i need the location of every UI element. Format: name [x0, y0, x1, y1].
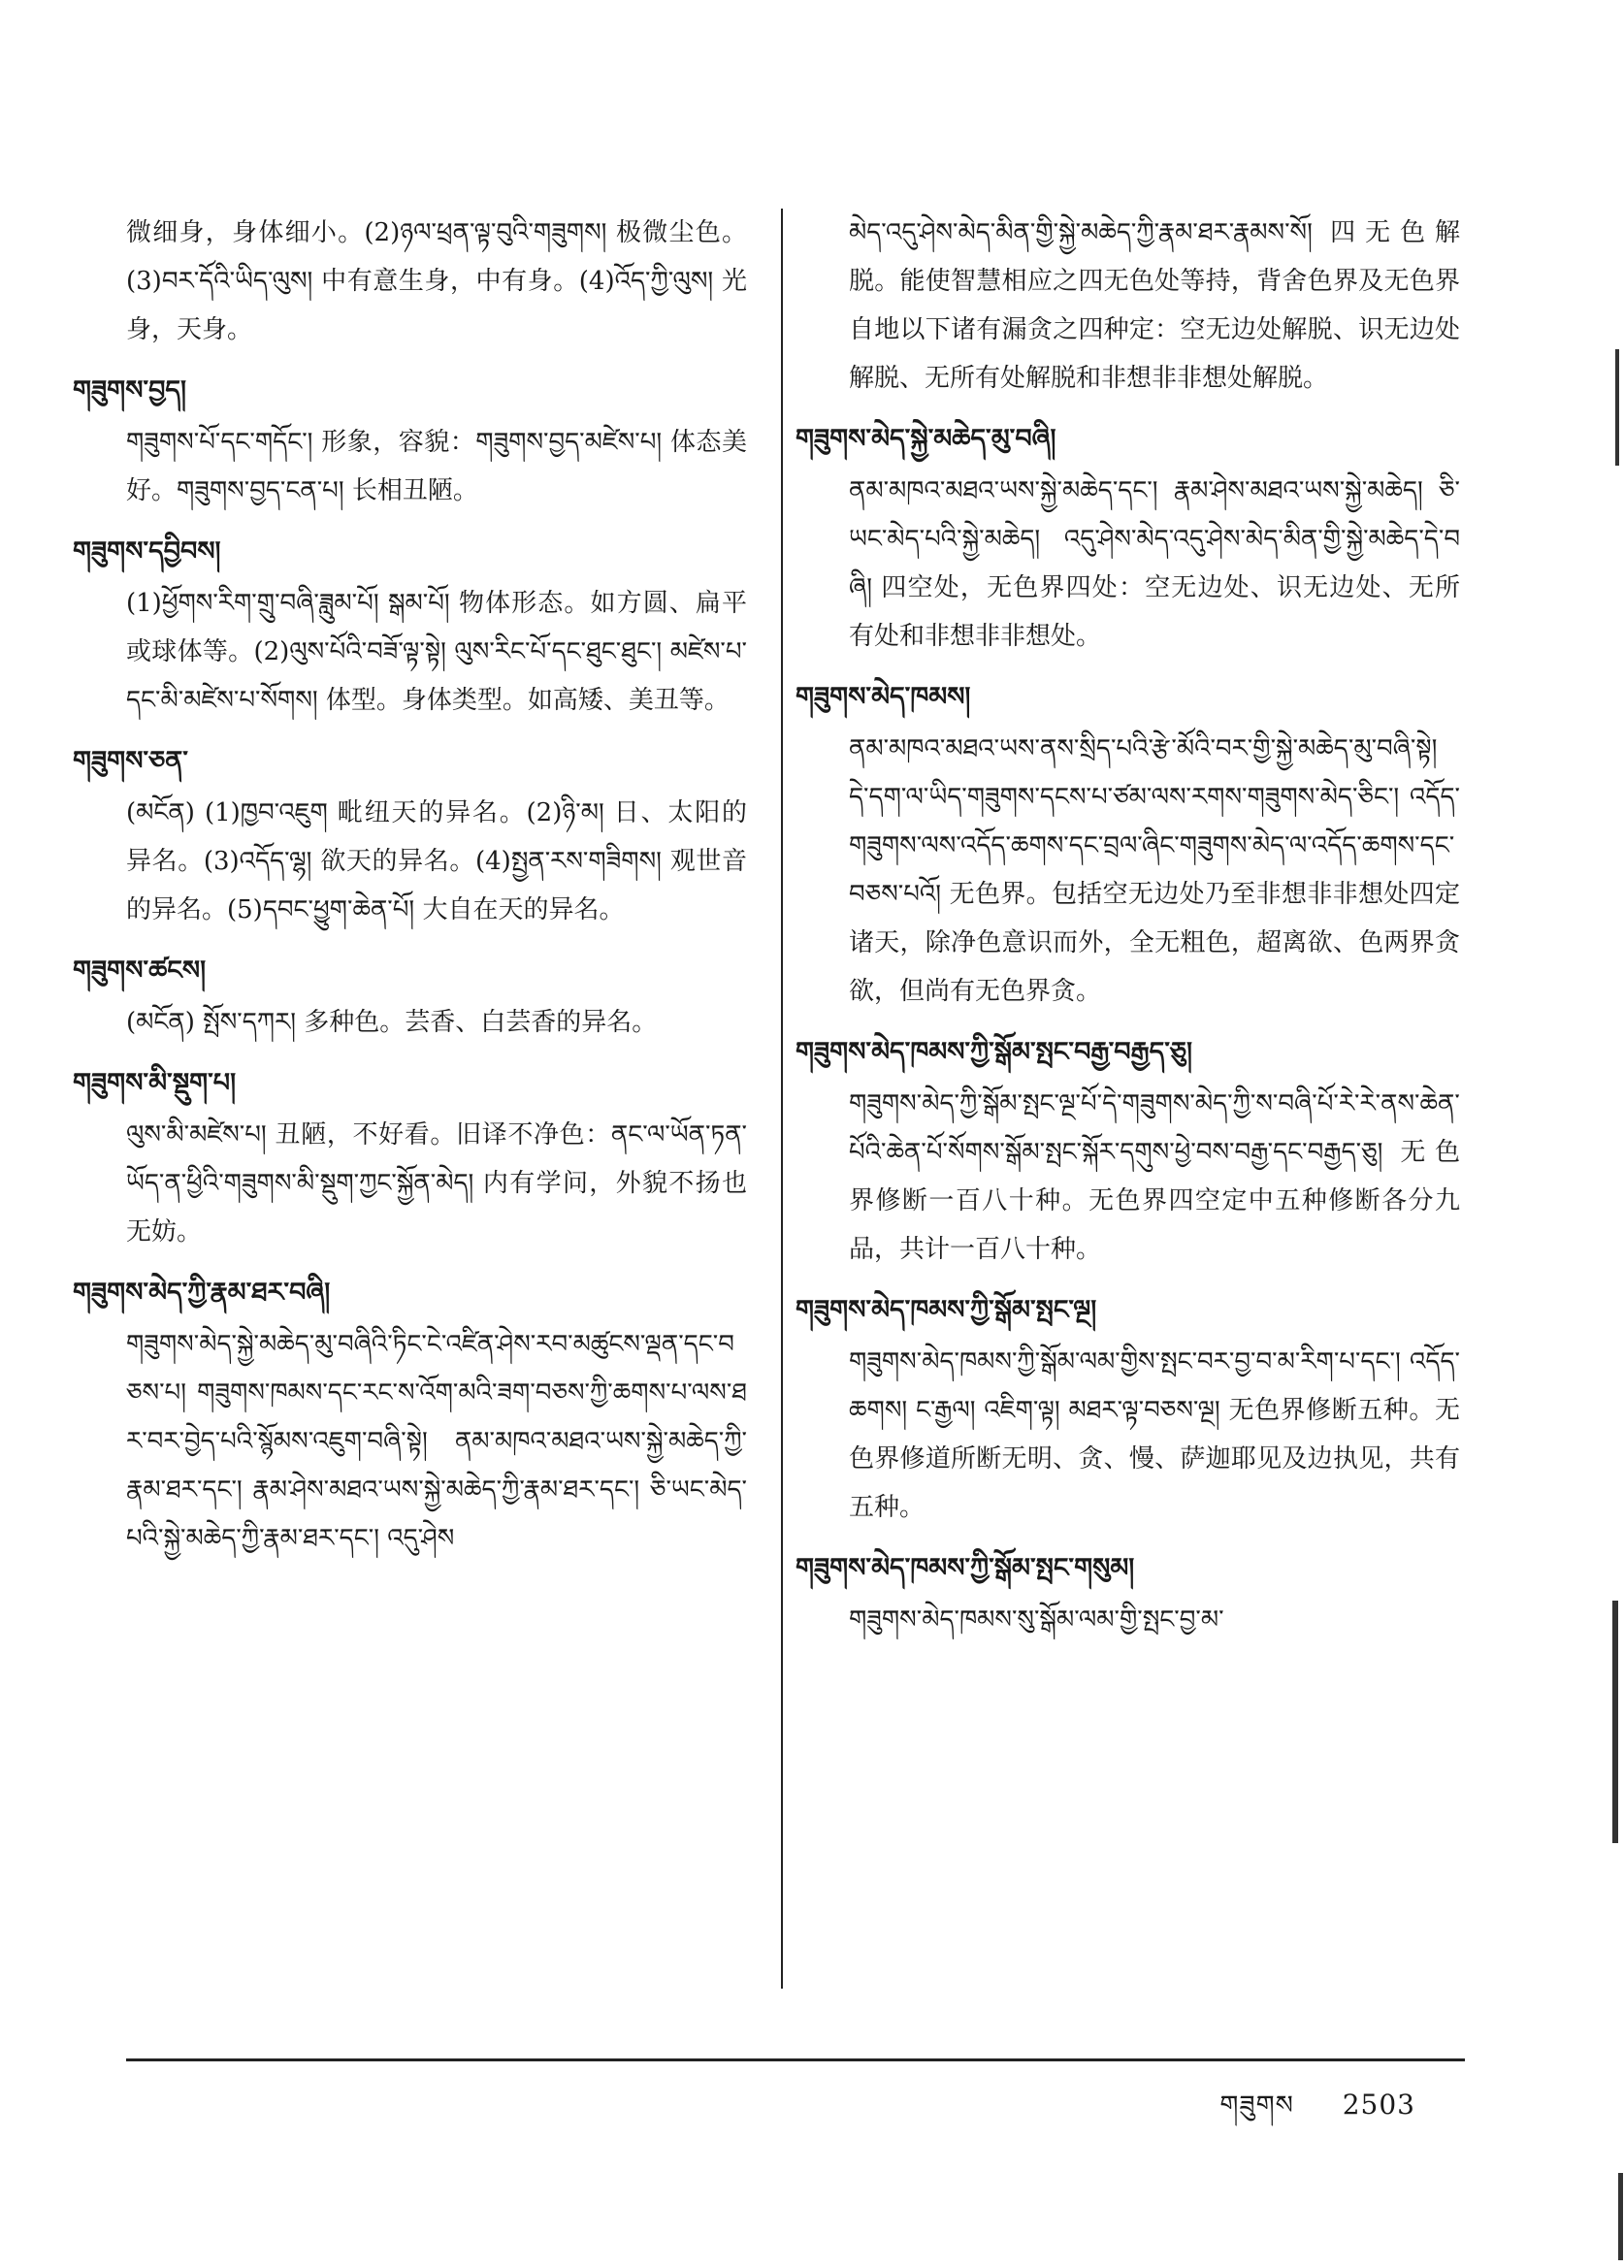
entry-headword: གཟུགས་མེད་ཁམས་ཀྱི་སྒོམ་སྤང་ལྔ། [796, 1295, 1097, 1325]
entry-definition: གཟུགས་མེད་ཀྱི་སྒོམ་སྤང་ལྔ་པོ་དེ་གཟུགས་མེད་ཀྱི་ས་བཞི་པོ་རེ་རེ་ནས་ཆེན་པོའི་ཆེན་པོ་སོགས་སྒོམ་སྤང་སྐོར་དགུས་ཕྱེ་བས་བརྒྱ་དང་བརྒྱད་ཅུ། 无色界修断一百八十种。无色界四空定中五种修断各分九品，共计一百八十种。 [849, 1089, 1460, 1264]
dictionary-entry [796, 1283, 1460, 1532]
entry-headword: གཟུགས་མེད་སྐྱེ་མཆེད་མུ་བཞི། [796, 424, 1056, 454]
entry-definition: 微细身，身体细小。(2)ཉལ་ཕྲན་ལྟ་བུའི་གཟུགས། 极微尘色。(3)བར་དོའི་ཡིད་ལུས། 中有意生身，中有身。(4)འོད་ཀྱི་ལུས། 光身，天身。 [126, 218, 747, 344]
dictionary-entry [849, 209, 1460, 403]
dictionary-entry [73, 1056, 747, 1256]
running-headword: གཟུགས [1219, 2090, 1294, 2121]
entry-definition: གཟུགས་མེད་སྐྱེ་མཆེད་མུ་བཞིའི་ཏིང་ངེ་འཛིན་ཤེས་རབ་མཚུངས་ལྡན་དང་བཅས་པ། གཟུགས་ཁམས་དང་རང་ས་འོག་མའི་ཟག་བཅས་ཀྱི་ཆགས་པ་ལས་ཐར་བར་བྱེད་པའི་སྙོམས་འཇུག་བཞི་སྟེ། ནམ་མཁའ་མཐའ་ཡས་སྐྱེ་མཆེད་ཀྱི་རྣམ་ཐར་དང་། རྣམ་ཤེས་མཐའ་ཡས་སྐྱེ་མཆེད་ཀྱི་རྣམ་ཐར་དང་། ཅི་ཡང་མེད་པའི་སྐྱེ་མཆེད་ཀྱི་རྣམ་ཐར་དང་། འདུ་ཤེས [126, 1330, 747, 1553]
dictionary-entry [796, 1541, 1460, 1644]
entry-definition: གཟུགས་མེད་ཁམས་སུ་སྒོམ་ལམ་གྱི་སྤང་བྱ་མ་ [849, 1605, 1224, 1635]
page-number: 2503 [1342, 2089, 1415, 2121]
entry-definition: (མངོན) སྤོས་དཀར། 多种色。芸香、白芸香的异名。 [126, 1008, 658, 1037]
scan-edge-mark [1612, 1601, 1618, 1843]
entry-headword: གཟུགས་དབྱིབས། [73, 536, 221, 567]
dictionary-entry [73, 734, 747, 934]
entry-definition: ནམ་མཁའ་མཐའ་ཡས་ནས་སྲིད་པའི་རྩེ་མོའི་བར་གྱི་སྐྱེ་མཆེད་མུ་བཞི་སྟེ། དེ་དག་ལ་ཡིད་གཟུགས་དངས་པ་ཙམ་ལས་རགས་གཟུགས་མེད་ཅིང་། འདོད་གཟུགས་ལས་འདོད་ཆགས་དང་བྲལ་ཞིང་གཟུགས་མེད་ལ་འདོད་ཆགས་དང་བཅས་པའོ། 无色界。包括空无边处乃至非想非非想处四定诸天，除净色意识而外，全无粗色，超离欲、色两界贪欲，但尚有无色界贪。 [849, 734, 1460, 1006]
dictionary-entry [796, 1025, 1460, 1274]
scan-edge-mark [1615, 349, 1619, 466]
entry-definition: (མངོན) (1)ཁྱབ་འཇུག 毗纽天的异名。(2)ཉི་མ། 日、太阳的异名。(3)འདོད་ལྷ། 欲天的异名。(4)སྤྱན་རས་གཟིགས། 观世音的异名。(5)དབང་ཕྱུག་ཆེན་པོ། 大自在天的异名。 [126, 798, 747, 924]
entry-headword: གཟུགས་མེད་ཁམས་ཀྱི་སྒོམ་སྤང་བརྒྱ་བརྒྱད་ཅུ། [796, 1037, 1193, 1067]
entry-definition: གཟུགས་པོ་དང་གདོང་། 形象，容貌：གཟུགས་བྱད་མཛེས་པ། 体态美好。གཟུགས་བྱད་ངན་པ། 长相丑陋。 [126, 428, 747, 505]
scan-edge-mark [1618, 2173, 1623, 2260]
entry-headword: གཟུགས་མེད་ཀྱི་རྣམ་ཐར་བཞི། [73, 1278, 331, 1308]
dictionary-entry [73, 364, 747, 515]
entry-headword: གཟུགས་མི་སྡུག་པ། [73, 1068, 237, 1098]
page-footer [1181, 2076, 1415, 2150]
dictionary-entry [73, 944, 747, 1047]
dictionary-entry [796, 412, 1460, 661]
entry-headword: གཟུགས་ཚངས། [73, 956, 207, 986]
entry-definition: ལུས་མི་མཛེས་པ། 丑陋，不好看。旧译不净色：ནང་ལ་ཡོན་ཏན་ཡོད་ན་ཕྱིའི་གཟུགས་མི་སྡུག་ཀྱང་སྐྱོན་མེད། 内有学问，外貌不扬也无妨。 [126, 1120, 747, 1247]
entry-headword: གཟུགས་མེད་ཁམས། [796, 682, 971, 712]
entry-definition: གཟུགས་མེད་ཁམས་ཀྱི་སྒོམ་ལམ་གྱིས་སྤང་བར་བྱ་བ་མ་རིག་པ་དང་། འདོད་ཆགས། ང་རྒྱལ། འཇིག་ལྟ། མཐར་ལྟ་བཅས་ལྔ། 无色界修断五种。无色界修道所断无明、贪、慢、萨迦耶见及边执见，共有五种。 [849, 1347, 1460, 1522]
entry-definition: (1)ཕྱོགས་རིག་གྲུ་བཞི་ཟླུམ་པོ། སྒམ་པོ། 物体形态。如方圆、扁平或球体等。(2)ལུས་པོའི་བཟོ་ལྟ་སྟེ། ལུས་རིང་པོ་དང་ཐུང་ཐུང་། མཛེས་པ་དང་མི་མཛེས་པ་སོགས། 体型。身体类型。如高矮、美丑等。 [126, 589, 747, 715]
entry-definition: མེད་འདུ་ཤེས་མེད་མིན་གྱི་སྐྱེ་མཆེད་ཀྱི་རྣམ་ཐར་རྣམས་སོ། 四无色解脱。能使智慧相应之四无色处等持，背舍色界及无色界自地以下诸有漏贪之四种定：空无边处解脱、识无边处解脱、无所有处解脱和非想非非想处解脱。 [849, 218, 1460, 393]
entry-headword: གཟུགས་མེད་ཁམས་ཀྱི་སྒོམ་སྤང་གསུམ། [796, 1553, 1135, 1583]
column-divider [781, 209, 783, 1989]
footer-rule [126, 2058, 1465, 2061]
dictionary-entry [73, 1266, 747, 1563]
right-column [796, 209, 1460, 1654]
dictionary-entry [126, 209, 747, 354]
dictionary-entry [796, 670, 1460, 1016]
dictionary-entry [73, 525, 747, 725]
entry-headword: གཟུགས་བྱད། [73, 375, 187, 405]
entry-headword: གཟུགས་ཅན་ [73, 746, 188, 776]
left-column [73, 209, 747, 1572]
entry-definition: ནམ་མཁའ་མཐའ་ཡས་སྐྱེ་མཆེད་དང་། རྣམ་ཤེས་མཐའ་ཡས་སྐྱེ་མཆེད། ཅི་ཡང་མེད་པའི་སྐྱེ་མཆེད། འདུ་ཤེས་མེད་འདུ་ཤེས་མེད་མིན་གྱི་སྐྱེ་མཆེད་དེ་བཞི། 四空处，无色界四处：空无边处、识无边处、无所有处和非想非非想处。 [849, 476, 1460, 651]
